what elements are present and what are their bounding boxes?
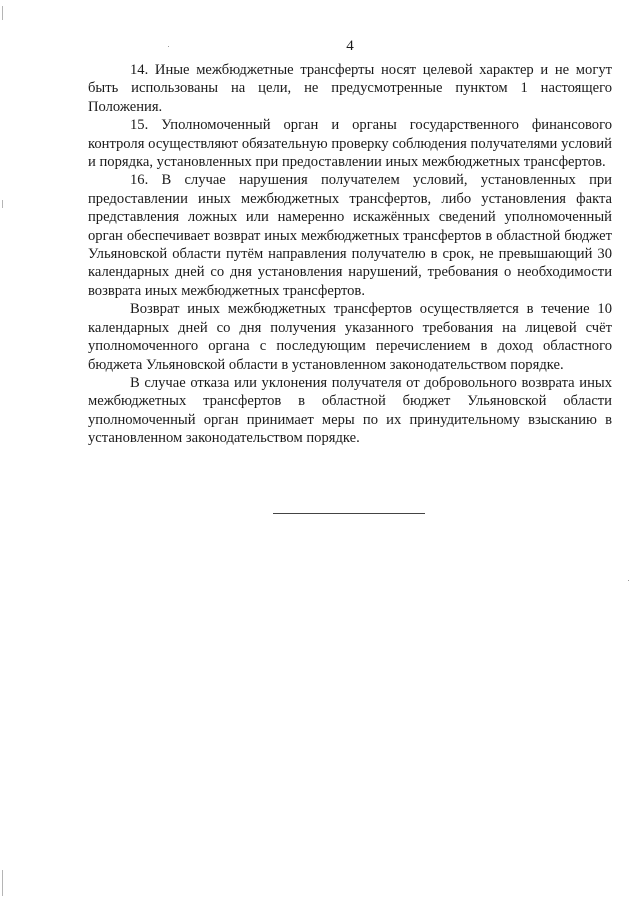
- scan-edge-mark: [2, 6, 3, 20]
- page-number: 4: [346, 38, 354, 54]
- paragraph-14: 14. Иные межбюджетные трансферты носят целевой характер и не могут быть использованы на цели, не предусмотренные пунктом 1 настоящего Положения.: [88, 62, 612, 115]
- scan-edge-mark: [2, 870, 3, 896]
- paragraph-return-terms: Возврат иных межбюджетных трансфертов осуществляется в течение 10 календарных дней со дня получения указанного требования на лицевой счёт уполномоченного органа с последующим перечислением в доход областного бюджета Ульяновской области в установленном законодательством порядке.: [88, 301, 612, 373]
- closing-rule: [273, 513, 425, 514]
- paragraph-15: 15. Уполномоченный орган и органы государственного финансового контроля осуществляют обязательную проверку соблюдения получателями условий и порядка, установленных при предоставлении иных межбюджетных трансфертов.: [88, 117, 612, 171]
- document-body: [88, 61, 612, 448]
- paragraph-16: 16. В случае нарушения получателем условий, установленных при предоставлении иных межбюджетных трансфертов, либо установления факта представления ложных или намеренно искажённых сведений уполномоченный орган обеспечивает возврат иных межбюджетных трансфертов в областной бюджет Ульяновской области путём направления получателю в срок, не превышающий 30 календарных дней со дня установления нарушений, требования о необходимости возврата иных межбюджетных трансфертов.: [88, 172, 612, 299]
- paragraph-refusal: В случае отказа или уклонения получателя от добровольного возврата иных межбюджетных трансфертов в областной бюджет Ульяновской области уполномоченный орган принимает меры по их принудительному взысканию в установленном законодательством порядке.: [88, 374, 612, 447]
- scan-speck: [628, 580, 629, 581]
- scan-edge-mark: [2, 200, 3, 208]
